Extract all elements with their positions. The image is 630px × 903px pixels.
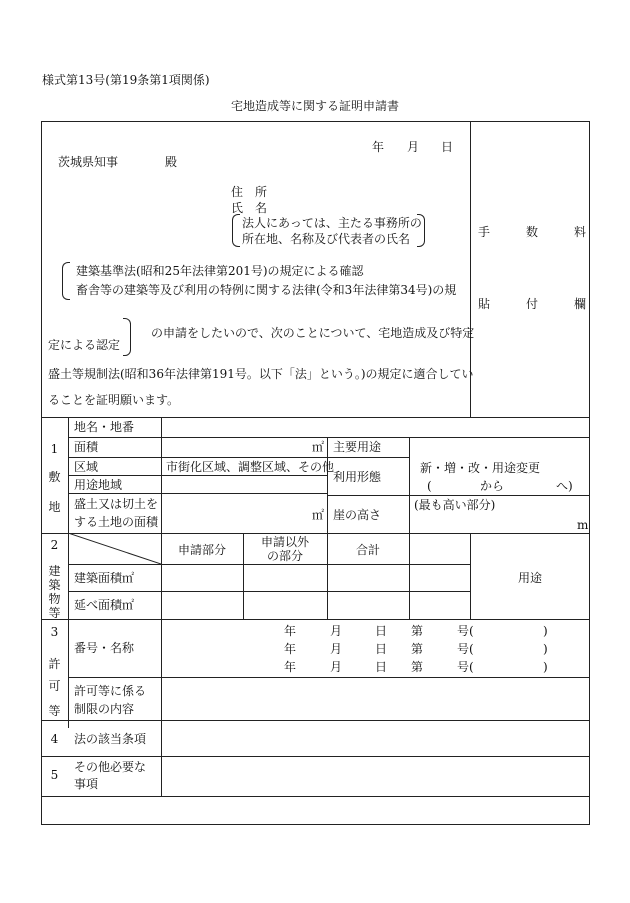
- fee-char: 手: [478, 225, 491, 239]
- permit-day: 日: [375, 660, 388, 674]
- body-line-1: の申請をしたいので、次のことについて、宅地造成及び特定: [151, 326, 475, 340]
- row-line: [68, 591, 470, 592]
- cliff-height-note: (最も高い部分): [414, 498, 496, 512]
- building-col-divider-3: [409, 533, 410, 619]
- corp-note-left-bracket: [232, 214, 240, 247]
- corp-note-line-1: 法人にあっては、主たる事務所の: [242, 216, 422, 230]
- law-article-label: 法の該当条項: [74, 732, 147, 746]
- restriction-label-1: 許可等に係る: [74, 684, 147, 698]
- row-line: [41, 796, 590, 797]
- district-label: 区域: [74, 460, 99, 474]
- floor-area-label: 延べ面積㎡: [74, 598, 135, 612]
- law-option-building-standards: 建築基準法(昭和25年法律第201号)の規定による確認: [76, 264, 364, 278]
- form-number: 様式第13号(第19条第1項関係): [42, 73, 210, 87]
- addressee: 茨城県知事: [58, 155, 119, 169]
- row-line: [41, 756, 590, 757]
- earthwork-unit: ㎡: [312, 508, 325, 522]
- other-label-1: その他必要な: [74, 760, 147, 774]
- usage-to: へ): [556, 479, 573, 493]
- cliff-height-label: 崖の高さ: [333, 508, 382, 522]
- row-line: [68, 475, 327, 476]
- other-number: 5: [50, 768, 59, 782]
- body-line-3: ることを証明願います。: [48, 393, 180, 407]
- permit-year: 年: [284, 660, 297, 674]
- permit-month: 月: [330, 624, 343, 638]
- other-label-2: 事項: [74, 777, 99, 791]
- header-bottom-line: [41, 417, 590, 418]
- permit-no-prefix: 第: [411, 642, 424, 656]
- permit-paren-close: ): [543, 642, 548, 656]
- usage-label: 利用形態: [333, 470, 382, 484]
- permits-label-char: 等: [48, 704, 61, 718]
- usage-from: から: [480, 479, 505, 493]
- row-line: [68, 564, 470, 565]
- permits-number: 3: [50, 625, 59, 639]
- col-total: 合計: [355, 543, 380, 557]
- col-other-2: の部分: [266, 549, 303, 563]
- permit-year: 年: [284, 624, 297, 638]
- row-line: [68, 457, 409, 458]
- corp-note-right-bracket: [417, 214, 425, 247]
- col-other-1: 申請以外: [260, 535, 309, 549]
- building-area-label: 建築面積㎡: [74, 571, 135, 585]
- site-label-char: 地: [48, 500, 61, 514]
- building-label-char: 等: [48, 606, 61, 620]
- fee-char: 料: [573, 225, 586, 239]
- col-applied: 申請部分: [177, 543, 226, 557]
- area-label: 面積: [74, 440, 99, 454]
- permit-month: 月: [330, 660, 343, 674]
- building-label-char: 建: [48, 564, 61, 578]
- diagonal-header-cell: [68, 533, 161, 564]
- site-right-divider: [409, 437, 410, 533]
- cliff-height-unit: m: [577, 518, 589, 532]
- permit-no-suffix: 号(: [457, 660, 474, 674]
- permit-month: 月: [330, 642, 343, 656]
- label-column-divider: [161, 417, 162, 796]
- paste-char: 欄: [573, 297, 586, 311]
- paste-char: 付: [525, 297, 538, 311]
- row-line: [68, 437, 590, 438]
- corp-note-line-2: 所在地、名称及び代表者の氏名: [242, 232, 411, 246]
- permit-paren-close: ): [543, 660, 548, 674]
- permit-day: 日: [375, 624, 388, 638]
- earthwork-area-label-2: する土地の面積: [74, 515, 159, 529]
- date-year: 年: [372, 140, 385, 154]
- permit-year: 年: [284, 642, 297, 656]
- address-label: 住 所: [231, 185, 268, 199]
- permit-paren-close: ): [543, 624, 548, 638]
- row-line: [327, 495, 590, 496]
- law-option-livestock-cont: 定による認定: [48, 338, 121, 352]
- permit-no-suffix: 号(: [457, 642, 474, 656]
- permits-label-char: 可: [48, 679, 61, 693]
- law-option-bracket: [62, 262, 70, 300]
- restriction-label-2: 制限の内容: [74, 702, 135, 716]
- date-day: 日: [441, 140, 454, 154]
- building-label-char: 築: [48, 578, 61, 592]
- permits-label-char: 許: [48, 657, 61, 671]
- law-article-number: 4: [50, 732, 59, 746]
- addressee-honorific: 殿: [165, 155, 178, 169]
- row-line: [41, 619, 590, 620]
- date-month: 月: [407, 140, 420, 154]
- permit-no-suffix: 号(: [457, 624, 474, 638]
- document-title: 宅地造成等に関する証明申請書: [230, 99, 399, 113]
- site-number: 1: [50, 442, 59, 456]
- location-label: 地名・地番: [74, 420, 135, 434]
- earthwork-area-label-1: 盛土又は切土を: [74, 497, 159, 511]
- row-line: [68, 677, 590, 678]
- body-line-2: 盛土等規制法(昭和36年法律第191号。以下「法」という。)の規定に適合してい: [48, 367, 474, 381]
- area-unit: ㎡: [312, 440, 325, 454]
- building-label-char: 物: [48, 592, 61, 606]
- number-name-label: 番号・名称: [74, 641, 135, 655]
- usage-paren-open: (: [427, 479, 432, 493]
- permit-no-prefix: 第: [411, 624, 424, 638]
- paste-area-label: [478, 297, 586, 311]
- permit-no-prefix: 第: [411, 660, 424, 674]
- row-line: [41, 720, 590, 721]
- usage-value-line-1: 新・増・改・用途変更: [420, 461, 541, 475]
- site-middle-divider: [327, 437, 328, 533]
- fee-label: [478, 225, 586, 239]
- law-option-right-bracket: [123, 318, 131, 356]
- zoning-label: 用途地域: [74, 478, 123, 492]
- site-label-char: 敷: [48, 470, 61, 484]
- building-number: 2: [50, 538, 59, 552]
- row-line: [68, 493, 327, 494]
- section-number-divider: [68, 417, 69, 728]
- building-use-label: 用途: [517, 571, 542, 585]
- name-label: 氏 名: [231, 201, 268, 215]
- paste-char: 貼: [478, 297, 491, 311]
- district-value: 市街化区域、調整区域、その他: [166, 460, 335, 474]
- law-option-livestock: 畜舎等の建築等及び利用の特例に関する法律(令和3年法律第34号)の規: [76, 283, 457, 297]
- permit-day: 日: [375, 642, 388, 656]
- fee-char: 数: [525, 225, 538, 239]
- main-use-label: 主要用途: [333, 440, 382, 454]
